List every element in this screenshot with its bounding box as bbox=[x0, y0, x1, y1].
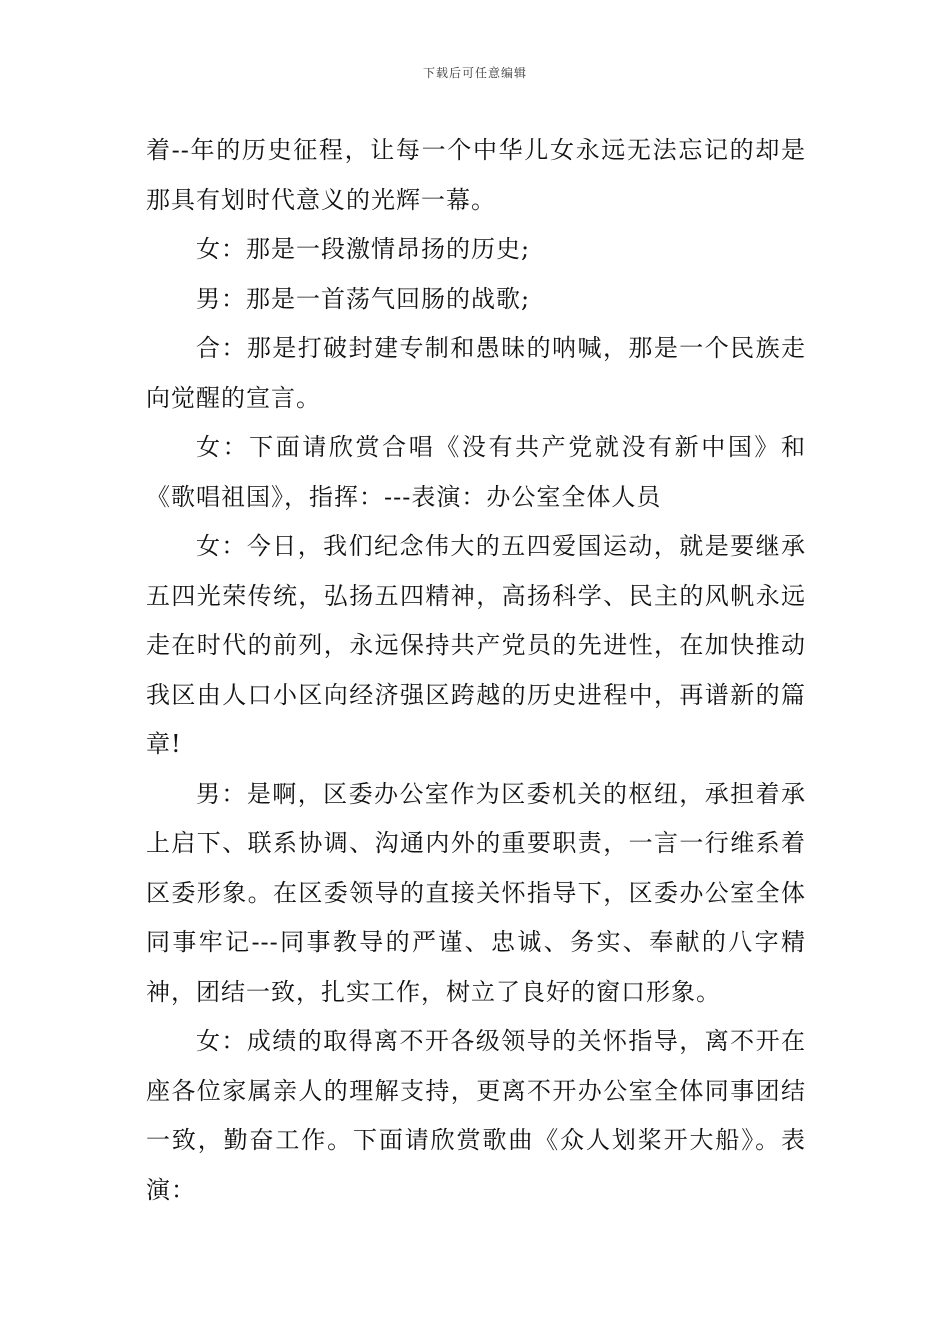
document-body bbox=[146, 126, 806, 1215]
paragraph-male-line: 男：那是一首荡气回肠的战歌; bbox=[196, 284, 531, 313]
paragraph-song-intro: 女：成绩的取得离不开各级领导的关怀指导，离不开在座各位家属亲人的理解支持，更离不开办公室全体同事团结一致，勤奋工作。下面请欣赏歌曲《众人划桨开大船》。表演： bbox=[146, 1027, 806, 1204]
paragraph-female-line: 女：那是一段激情昂扬的历史; bbox=[196, 235, 531, 263]
paragraph-chorus-intro: 女：下面请欣赏合唱《没有共产党就没有新中国》和《歌唱祖国》，指挥：---表演：办公室全体人员 bbox=[146, 433, 806, 511]
paragraph-office-role: 男：是啊，区委办公室作为区委机关的枢纽，承担着承上启下、联系协调、沟通内外的重要职责，一言一行维系着区委形象。在区委领导的直接关怀指导下，区委办公室全体同事牢记---同事教导的严谨、忠诚、务实、奉献的八字精神，团结一致，扎实工作，树立了良好的窗口形象。 bbox=[146, 779, 806, 1006]
paragraph-continuation: 着--年的历史征程，让每一个中华儿女永远无法忘记的却是那具有划时代意义的光辉一幕。 bbox=[146, 136, 806, 214]
page-header: 下载后可任意编辑 bbox=[422, 66, 527, 80]
paragraph-may-fourth: 女：今日，我们纪念伟大的五四爱国运动，就是要继承五四光荣传统，弘扬五四精神，高扬科学、民主的风帆永远走在时代的前列，永远保持共产党员的先进性，在加快推动我区由人口小区向经济强区跨越的历史进程中，再谱新的篇章! bbox=[146, 532, 806, 758]
paragraph-together-line: 合：那是打破封建专制和愚昧的呐喊，那是一个民族走向觉醒的宣言。 bbox=[146, 334, 806, 412]
